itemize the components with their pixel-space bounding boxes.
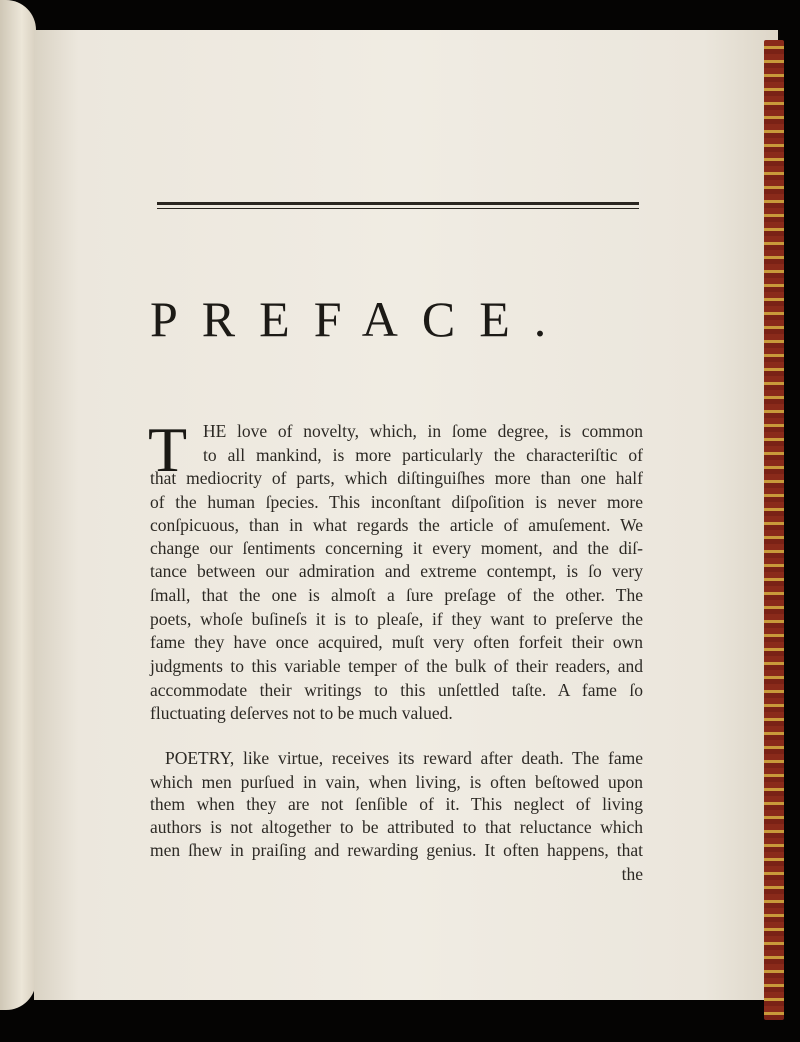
text-line: change our ſentiments concerning it every moment, and the diſ- (150, 538, 643, 558)
page-title: PREFACE. (150, 291, 571, 347)
text-line: fluctuating deſerves not to be much valued. (150, 703, 453, 723)
header-rule-thick (157, 202, 639, 205)
text-line: judgments to this variable temper of the bulk of their readers, and (150, 656, 643, 676)
text-line: fame they have once acquired, muſt very often forfeit their own (150, 632, 643, 652)
text-line: men ſhew in praiſing and rewarding genius. It often happens, that (150, 840, 643, 860)
gilt-page-edge (764, 40, 784, 1020)
text-line: POETRY, like virtue, receives its reward after death. The fame (165, 748, 643, 768)
text-line: of the human ſpecies. This inconſtant diſpoſition is never more (150, 492, 643, 512)
text-line: which men purſued in vain, when living, is often beſtowed upon (150, 772, 643, 792)
text-line: to all mankind, is more particularly the characteriſtic of (203, 445, 643, 465)
text-line: tance between our admiration and extreme contempt, is ſo very (150, 561, 643, 581)
text-line: accommodate their writings to this unſettled taſte. A fame ſo (150, 680, 643, 700)
text-line: ſmall, that the one is almoſt a ſure preſage of the other. The (150, 585, 643, 605)
text-line: that mediocrity of parts, which diſtinguiſhes more than one half (150, 468, 643, 488)
facing-page-edge (0, 0, 36, 1010)
text-line: authors is not altogether to be attributed to that reluctance which (150, 817, 643, 837)
catchword: the (621, 864, 643, 884)
text-line: them when they are not ſenſible of it. This neglect of living (150, 794, 643, 814)
text-line: conſpicuous, than in what regards the article of amuſement. We (150, 515, 643, 535)
header-rule-thin (157, 208, 639, 209)
text-line: poets, whoſe buſineſs it is to pleaſe, if they want to preſerve the (150, 609, 643, 629)
drop-cap: T (148, 414, 188, 485)
text-line: HE love of novelty, which, in ſome degree, is common (203, 421, 643, 441)
